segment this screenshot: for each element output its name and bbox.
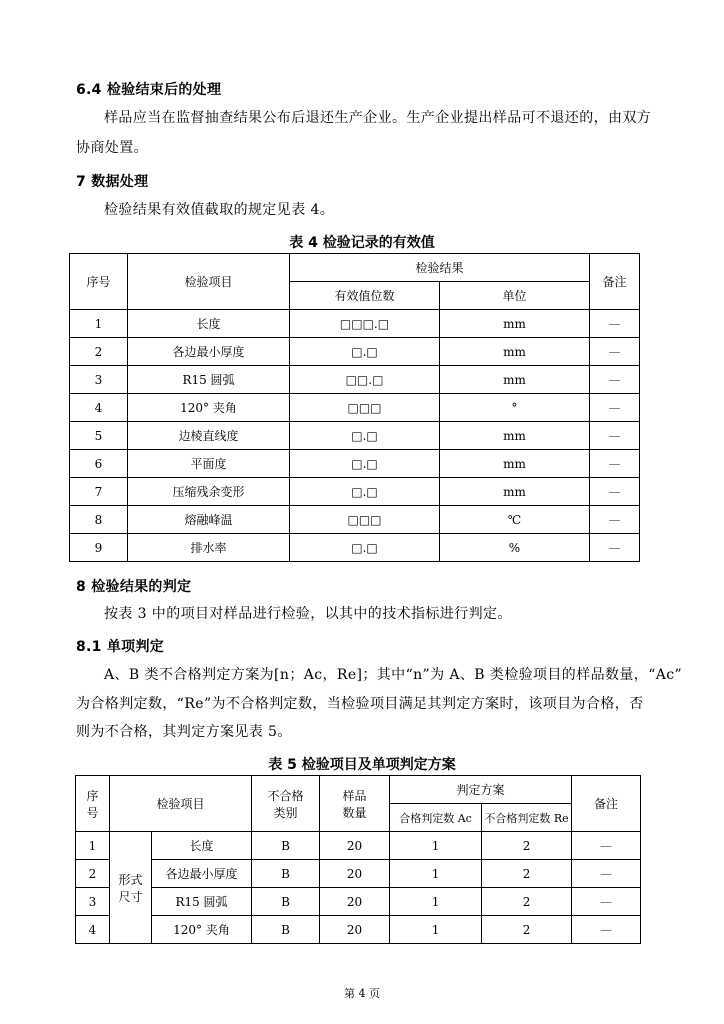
t4-cell-digits: □□□ [290, 506, 440, 534]
table-row [70, 534, 640, 562]
t4-cell-remark: — [590, 366, 640, 394]
t5-header-item: 检验项目 [110, 776, 252, 832]
t5-cell-n: 20 [320, 832, 390, 860]
t5-header-class-top: 不合格 [267, 788, 304, 803]
t5-cell-ac: 1 [390, 916, 482, 944]
paragraph-8-1-line-1: A、B 类不合格判定方案为[n；Ac，Re]；其中“n”为 A、B 类检验项目的样品数量，“Ac” [104, 667, 683, 683]
t4-cell-digits: □.□ [290, 478, 440, 506]
t4-cell-no: 8 [70, 506, 128, 534]
t4-cell-unit: mm [440, 338, 590, 366]
t4-cell-no: 9 [70, 534, 128, 562]
t4-cell-no: 5 [70, 422, 128, 450]
t4-cell-item: 排水率 [128, 534, 290, 562]
t4-cell-digits: □□□ [290, 394, 440, 422]
t5-cell-ac: 1 [390, 860, 482, 888]
t5-cell-re: 2 [482, 888, 572, 916]
t4-cell-item: 长度 [128, 310, 290, 338]
t5-header-class [252, 776, 320, 832]
t5-cell-item: 各边最小厚度 [152, 860, 252, 888]
t4-cell-unit: mm [440, 478, 590, 506]
t4-cell-remark: — [590, 478, 640, 506]
t5-header-sample [320, 776, 390, 832]
heading-8: 8 检验结果的判定 [76, 579, 192, 595]
t4-cell-remark: — [590, 506, 640, 534]
table-5 [75, 775, 641, 944]
table-row [76, 860, 641, 888]
t4-cell-unit: % [440, 534, 590, 562]
t5-cell-remark: — [572, 832, 641, 860]
t4-header-item: 检验项目 [128, 254, 290, 310]
t4-cell-digits: □.□ [290, 450, 440, 478]
paragraph-8-1-line-2: 为合格判定数，“Re”为不合格判定数，当检验项目满足其判定方案时，该项目为合格，否 [76, 696, 644, 712]
t4-cell-no: 6 [70, 450, 128, 478]
t5-header-re: 不合格判定数 Re [482, 804, 572, 832]
t5-cell-no: 3 [76, 888, 110, 916]
t4-cell-item: 120° 夹角 [128, 394, 290, 422]
t4-cell-digits: □□□.□ [290, 310, 440, 338]
t5-header-sample-bottom: 数量 [342, 805, 367, 820]
t5-group-cell [110, 832, 152, 944]
t5-header-remark: 备注 [572, 776, 641, 832]
t5-header-sample-top: 样品 [342, 788, 367, 803]
t5-cell-no: 4 [76, 916, 110, 944]
t5-cell-n: 20 [320, 860, 390, 888]
t4-cell-unit: ° [440, 394, 590, 422]
table-row [70, 478, 640, 506]
t4-cell-remark: — [590, 394, 640, 422]
t4-cell-unit: ℃ [440, 506, 590, 534]
t4-header-digits: 有效值位数 [290, 282, 440, 310]
t4-cell-remark: — [590, 450, 640, 478]
paragraph-6-4-line-1: 样品应当在监督抽查结果公布后退还生产企业。生产企业提出样品可不退还的，由双方 [104, 110, 652, 126]
t5-cell-re: 2 [482, 832, 572, 860]
t4-cell-item: 各边最小厚度 [128, 338, 290, 366]
t5-header-no-bottom: 号 [86, 805, 99, 820]
t4-cell-no: 7 [70, 478, 128, 506]
t5-cell-ac: 1 [390, 832, 482, 860]
table-5-caption: 表 5 检验项目及单项判定方案 [268, 757, 456, 773]
t4-cell-item: 压缩残余变形 [128, 478, 290, 506]
t4-cell-digits: □.□ [290, 534, 440, 562]
t4-cell-unit: mm [440, 310, 590, 338]
t4-cell-item: R15 圆弧 [128, 366, 290, 394]
t5-cell-remark: — [572, 860, 641, 888]
t5-header-class-bottom: 类别 [273, 805, 298, 820]
table-row [70, 310, 640, 338]
heading-8-1: 8.1 单项判定 [76, 639, 165, 655]
paragraph-6-4-line-2: 协商处置。 [76, 140, 148, 156]
t5-cell-no: 2 [76, 860, 110, 888]
t5-cell-n: 20 [320, 888, 390, 916]
table-row [70, 506, 640, 534]
t5-cell-item: 长度 [152, 832, 252, 860]
t4-cell-item: 熔融峰温 [128, 506, 290, 534]
t5-cell-class: B [252, 832, 320, 860]
t5-cell-re: 2 [482, 860, 572, 888]
t4-cell-remark: — [590, 422, 640, 450]
table-4 [69, 253, 640, 562]
table-row [76, 916, 641, 944]
t4-cell-no: 4 [70, 394, 128, 422]
table-row [70, 422, 640, 450]
table-row [70, 338, 640, 366]
t4-cell-digits: □.□ [290, 422, 440, 450]
page-number: 第 4 页 [344, 987, 380, 1000]
table-row [70, 394, 640, 422]
t5-header-plan: 判定方案 [390, 776, 572, 804]
t4-header-result: 检验结果 [290, 254, 590, 282]
paragraph-7-line-1: 检验结果有效值截取的规定见表 4。 [104, 202, 335, 218]
t5-cell-class: B [252, 916, 320, 944]
table-row [70, 366, 640, 394]
paragraph-8-line-1: 按表 3 中的项目对样品进行检验，以其中的技术指标进行判定。 [104, 606, 512, 622]
t5-header-no [76, 776, 110, 832]
t4-cell-digits: □□.□ [290, 366, 440, 394]
t5-group-top: 形式 [118, 872, 143, 887]
table-row [76, 888, 641, 916]
t5-cell-class: B [252, 888, 320, 916]
t4-header-remark: 备注 [590, 254, 640, 310]
t5-header-ac: 合格判定数 Ac [390, 804, 482, 832]
t4-cell-remark: — [590, 534, 640, 562]
t5-cell-item: 120° 夹角 [152, 916, 252, 944]
t5-cell-remark: — [572, 888, 641, 916]
t4-cell-unit: mm [440, 366, 590, 394]
t4-cell-unit: mm [440, 450, 590, 478]
heading-7: 7 数据处理 [76, 174, 149, 190]
t5-cell-re: 2 [482, 916, 572, 944]
table-row [76, 832, 641, 860]
t4-cell-no: 3 [70, 366, 128, 394]
table-4-caption: 表 4 检验记录的有效值 [289, 235, 435, 251]
t4-cell-unit: mm [440, 422, 590, 450]
heading-6-4: 6.4 检验结束后的处理 [76, 82, 222, 98]
t4-cell-item: 边棱直线度 [128, 422, 290, 450]
t5-cell-ac: 1 [390, 888, 482, 916]
t4-cell-remark: — [590, 338, 640, 366]
t4-header-unit: 单位 [440, 282, 590, 310]
t5-header-no-top: 序 [86, 788, 99, 803]
t4-cell-no: 1 [70, 310, 128, 338]
t4-cell-no: 2 [70, 338, 128, 366]
t4-cell-item: 平面度 [128, 450, 290, 478]
t5-cell-class: B [252, 860, 320, 888]
t5-cell-no: 1 [76, 832, 110, 860]
t4-cell-digits: □.□ [290, 338, 440, 366]
paragraph-8-1-line-3: 则为不合格，其判定方案见表 5。 [76, 724, 292, 740]
t5-cell-item: R15 圆弧 [152, 888, 252, 916]
t5-group-bottom: 尺寸 [118, 889, 143, 904]
t5-cell-n: 20 [320, 916, 390, 944]
t5-cell-remark: — [572, 916, 641, 944]
t4-cell-remark: — [590, 310, 640, 338]
table-row [70, 450, 640, 478]
t4-header-no: 序号 [70, 254, 128, 310]
